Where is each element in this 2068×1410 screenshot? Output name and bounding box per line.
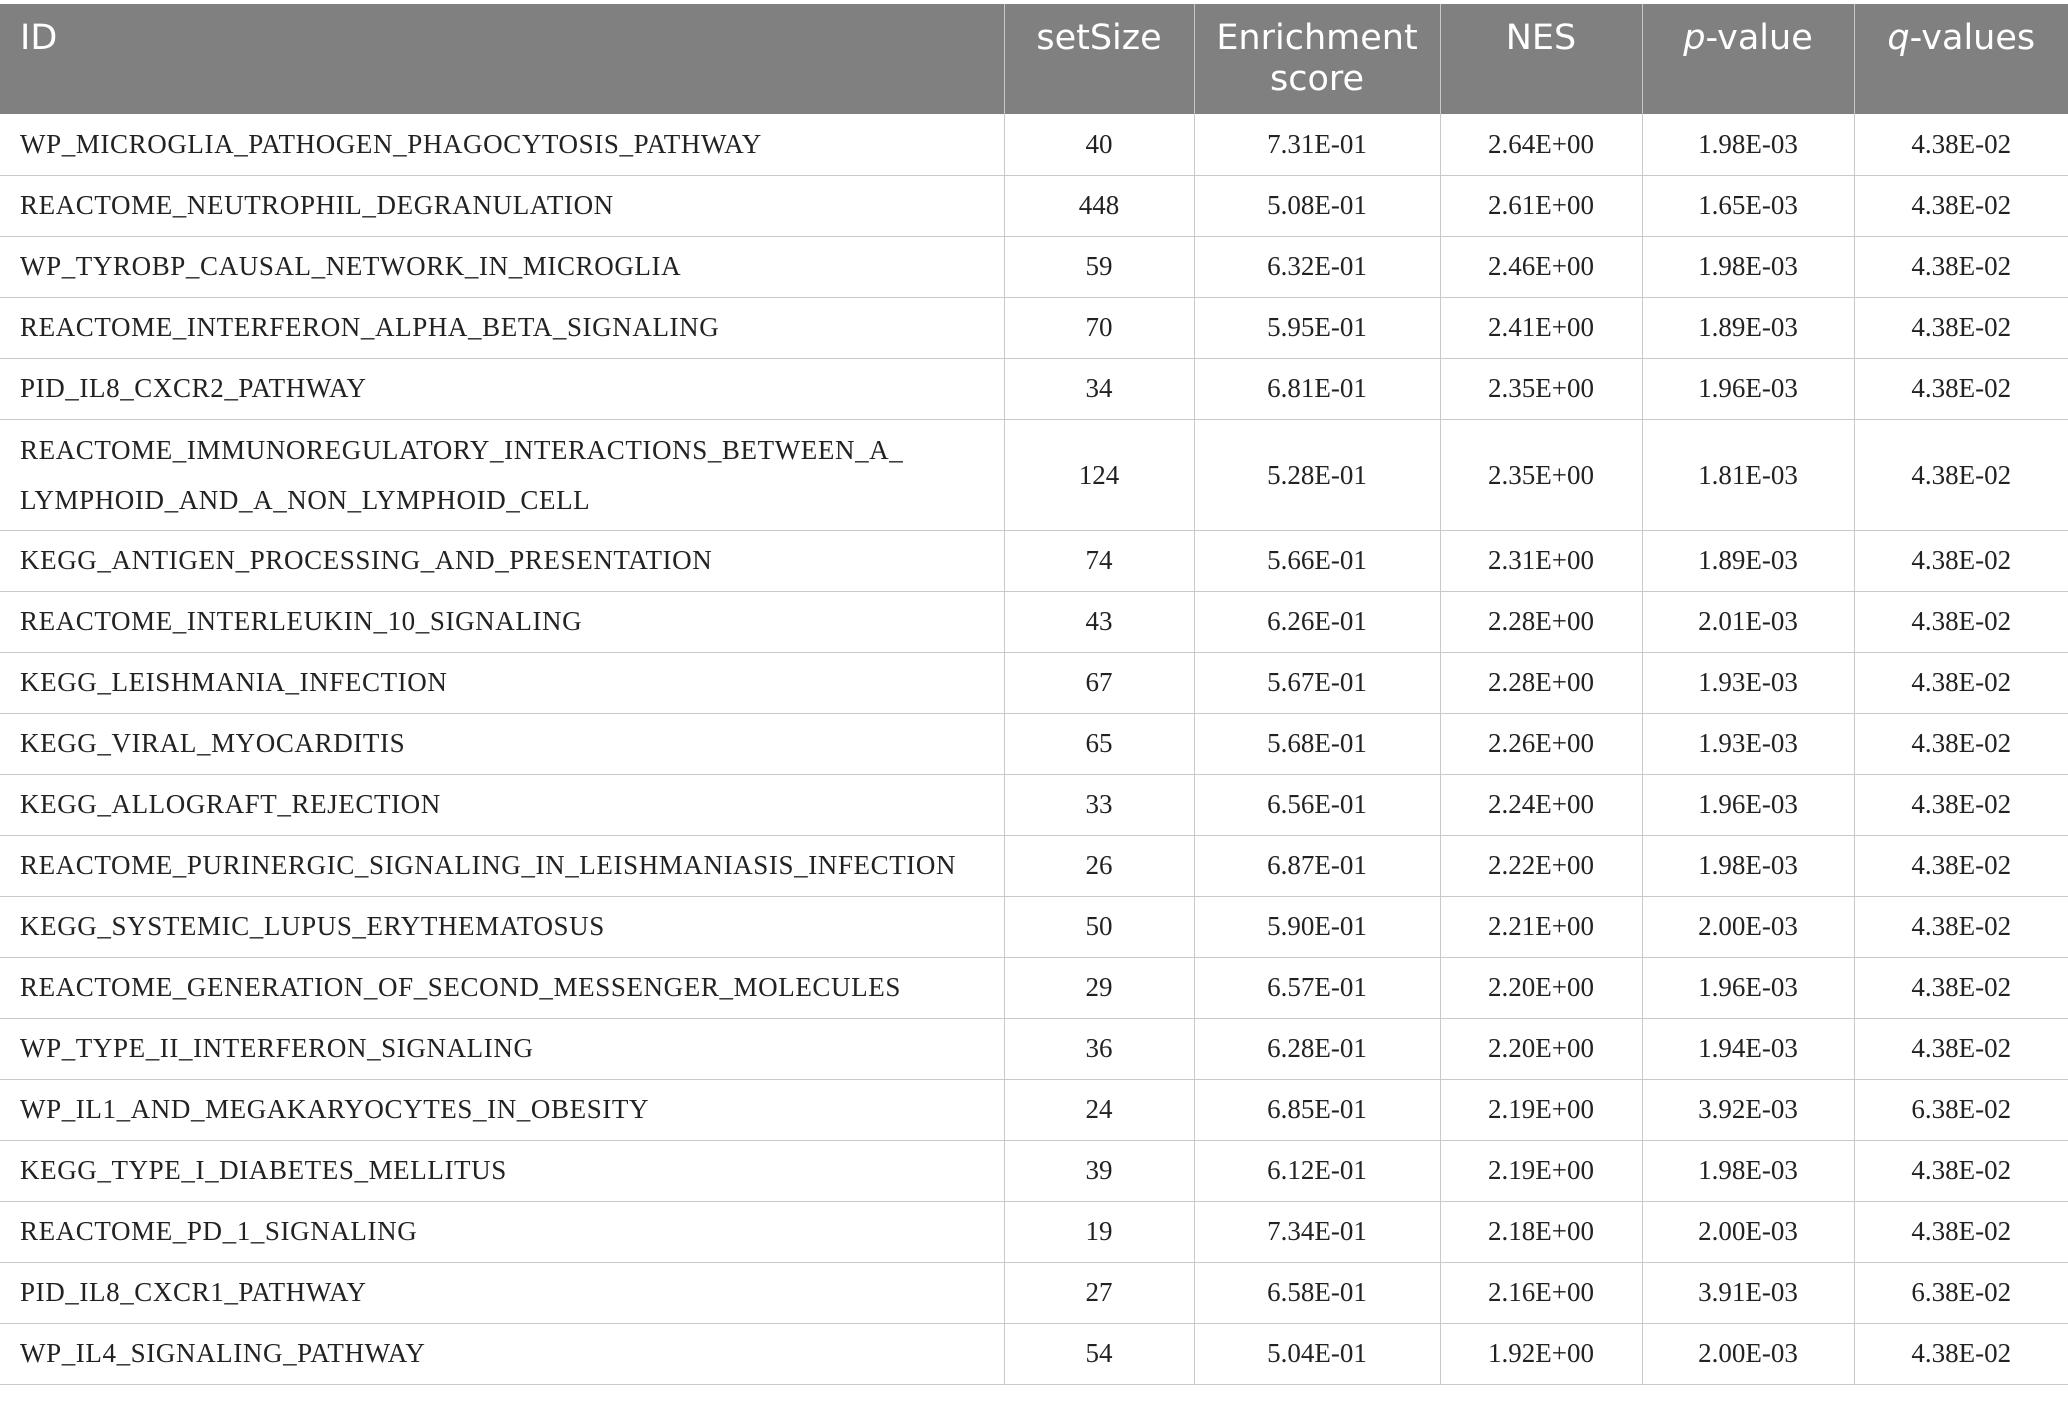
cell-id: KEGG_TYPE_I_DIABETES_MELLITUS [0, 1140, 1004, 1201]
cell-enrichment-score: 6.32E-01 [1194, 236, 1440, 297]
cell-nes: 1.92E+00 [1440, 1323, 1642, 1384]
cell-p-value: 2.00E-03 [1642, 896, 1854, 957]
cell-nes: 2.28E+00 [1440, 652, 1642, 713]
cell-enrichment-score: 7.34E-01 [1194, 1201, 1440, 1262]
cell-p-value: 1.94E-03 [1642, 1018, 1854, 1079]
cell-q-value: 4.38E-02 [1854, 419, 2068, 530]
cell-nes: 2.35E+00 [1440, 419, 1642, 530]
header-enrichment-score-line2: score [1269, 59, 1365, 99]
cell-q-value: 4.38E-02 [1854, 358, 2068, 419]
cell-p-value: 1.93E-03 [1642, 652, 1854, 713]
cell-setsize: 43 [1004, 591, 1194, 652]
cell-enrichment-score: 6.87E-01 [1194, 835, 1440, 896]
cell-setsize: 26 [1004, 835, 1194, 896]
cell-p-value: 2.01E-03 [1642, 591, 1854, 652]
table-row [0, 530, 2068, 591]
cell-id: WP_TYPE_II_INTERFERON_SIGNALING [0, 1018, 1004, 1079]
cell-p-value: 1.98E-03 [1642, 236, 1854, 297]
cell-p-value: 1.96E-03 [1642, 957, 1854, 1018]
cell-p-value: 1.65E-03 [1642, 175, 1854, 236]
cell-id: WP_MICROGLIA_PATHOGEN_PHAGOCYTOSIS_PATHWAY [0, 114, 1004, 175]
table-row [0, 591, 2068, 652]
cell-q-value: 4.38E-02 [1854, 713, 2068, 774]
table-row [0, 1323, 2068, 1384]
cell-p-value: 2.00E-03 [1642, 1201, 1854, 1262]
cell-p-value: 1.98E-03 [1642, 114, 1854, 175]
table-row [0, 1262, 2068, 1323]
cell-nes: 2.61E+00 [1440, 175, 1642, 236]
cell-id [0, 419, 1004, 530]
cell-id: REACTOME_INTERLEUKIN_10_SIGNALING [0, 591, 1004, 652]
cell-enrichment-score: 6.28E-01 [1194, 1018, 1440, 1079]
cell-p-value: 1.93E-03 [1642, 713, 1854, 774]
cell-setsize: 70 [1004, 297, 1194, 358]
cell-nes: 2.41E+00 [1440, 297, 1642, 358]
cell-p-value: 1.98E-03 [1642, 1140, 1854, 1201]
cell-setsize: 54 [1004, 1323, 1194, 1384]
header-nes: NES [1440, 4, 1642, 114]
cell-enrichment-score: 5.08E-01 [1194, 175, 1440, 236]
cell-nes: 2.46E+00 [1440, 236, 1642, 297]
table-row [0, 774, 2068, 835]
cell-enrichment-score: 5.90E-01 [1194, 896, 1440, 957]
cell-p-value: 2.00E-03 [1642, 1323, 1854, 1384]
cell-q-value: 4.38E-02 [1854, 236, 2068, 297]
cell-q-value: 6.38E-02 [1854, 1079, 2068, 1140]
cell-p-value: 1.89E-03 [1642, 297, 1854, 358]
cell-enrichment-score: 6.57E-01 [1194, 957, 1440, 1018]
cell-q-value: 4.38E-02 [1854, 1018, 2068, 1079]
cell-setsize: 50 [1004, 896, 1194, 957]
header-p-italic: p [1683, 18, 1706, 58]
cell-setsize: 448 [1004, 175, 1194, 236]
table-header [0, 4, 2068, 114]
cell-setsize: 59 [1004, 236, 1194, 297]
header-p-rest: -value [1705, 18, 1813, 58]
cell-nes: 2.19E+00 [1440, 1079, 1642, 1140]
cell-p-value: 3.92E-03 [1642, 1079, 1854, 1140]
cell-q-value: 4.38E-02 [1854, 114, 2068, 175]
cell-id: PID_IL8_CXCR1_PATHWAY [0, 1262, 1004, 1323]
cell-q-value: 4.38E-02 [1854, 1323, 2068, 1384]
cell-enrichment-score: 5.67E-01 [1194, 652, 1440, 713]
table-row [0, 175, 2068, 236]
cell-q-value: 4.38E-02 [1854, 175, 2068, 236]
cell-id-line1: REACTOME_IMMUNOREGULATORY_INTERACTIONS_BETWEEN_A_ [20, 434, 904, 465]
table-row [0, 419, 2068, 530]
cell-q-value: 4.38E-02 [1854, 1140, 2068, 1201]
table-row [0, 1201, 2068, 1262]
table-row [0, 896, 2068, 957]
header-id: ID [0, 4, 1004, 114]
cell-id: KEGG_VIRAL_MYOCARDITIS [0, 713, 1004, 774]
cell-p-value: 1.98E-03 [1642, 835, 1854, 896]
cell-nes: 2.64E+00 [1440, 114, 1642, 175]
cell-setsize: 24 [1004, 1079, 1194, 1140]
enrichment-table-container [0, 4, 2068, 1385]
cell-q-value: 4.38E-02 [1854, 1201, 2068, 1262]
cell-setsize: 39 [1004, 1140, 1194, 1201]
cell-enrichment-score: 5.95E-01 [1194, 297, 1440, 358]
table-row [0, 1018, 2068, 1079]
cell-setsize: 27 [1004, 1262, 1194, 1323]
table-row [0, 1140, 2068, 1201]
cell-nes: 2.20E+00 [1440, 957, 1642, 1018]
cell-id: KEGG_LEISHMANIA_INFECTION [0, 652, 1004, 713]
cell-id: REACTOME_NEUTROPHIL_DEGRANULATION [0, 175, 1004, 236]
cell-nes: 2.24E+00 [1440, 774, 1642, 835]
table-row [0, 114, 2068, 175]
cell-nes: 2.19E+00 [1440, 1140, 1642, 1201]
cell-setsize: 74 [1004, 530, 1194, 591]
cell-enrichment-score: 6.56E-01 [1194, 774, 1440, 835]
header-p-value [1642, 4, 1854, 114]
table-row [0, 1079, 2068, 1140]
cell-setsize: 67 [1004, 652, 1194, 713]
table-row [0, 713, 2068, 774]
table-row [0, 957, 2068, 1018]
cell-q-value: 4.38E-02 [1854, 530, 2068, 591]
cell-nes: 2.18E+00 [1440, 1201, 1642, 1262]
table-row [0, 358, 2068, 419]
enrichment-table [0, 4, 2068, 1385]
cell-id: REACTOME_GENERATION_OF_SECOND_MESSENGER_MOLECULES [0, 957, 1004, 1018]
cell-nes: 2.35E+00 [1440, 358, 1642, 419]
cell-nes: 2.28E+00 [1440, 591, 1642, 652]
header-setsize: setSize [1004, 4, 1194, 114]
cell-setsize: 65 [1004, 713, 1194, 774]
header-enrichment-score [1194, 4, 1440, 114]
cell-enrichment-score: 6.12E-01 [1194, 1140, 1440, 1201]
cell-enrichment-score: 6.85E-01 [1194, 1079, 1440, 1140]
cell-nes: 2.20E+00 [1440, 1018, 1642, 1079]
cell-p-value: 1.96E-03 [1642, 774, 1854, 835]
header-q-rest: -values [1909, 18, 2036, 58]
cell-id: REACTOME_PURINERGIC_SIGNALING_IN_LEISHMANIASIS_INFECTION [0, 835, 1004, 896]
cell-q-value: 4.38E-02 [1854, 297, 2068, 358]
cell-setsize: 29 [1004, 957, 1194, 1018]
cell-p-value: 3.91E-03 [1642, 1262, 1854, 1323]
cell-setsize: 33 [1004, 774, 1194, 835]
header-q-values [1854, 4, 2068, 114]
cell-enrichment-score: 6.26E-01 [1194, 591, 1440, 652]
cell-enrichment-score: 5.68E-01 [1194, 713, 1440, 774]
cell-setsize: 124 [1004, 419, 1194, 530]
cell-nes: 2.31E+00 [1440, 530, 1642, 591]
table-row [0, 835, 2068, 896]
cell-setsize: 34 [1004, 358, 1194, 419]
cell-id: WP_IL1_AND_MEGAKARYOCYTES_IN_OBESITY [0, 1079, 1004, 1140]
header-row [0, 4, 2068, 114]
cell-p-value: 1.89E-03 [1642, 530, 1854, 591]
cell-q-value: 4.38E-02 [1854, 774, 2068, 835]
cell-id: KEGG_ALLOGRAFT_REJECTION [0, 774, 1004, 835]
table-body [0, 114, 2068, 1384]
cell-id: WP_TYROBP_CAUSAL_NETWORK_IN_MICROGLIA [0, 236, 1004, 297]
cell-q-value: 4.38E-02 [1854, 652, 2068, 713]
cell-nes: 2.16E+00 [1440, 1262, 1642, 1323]
header-q-italic: q [1887, 18, 1910, 58]
cell-enrichment-score: 5.66E-01 [1194, 530, 1440, 591]
cell-nes: 2.26E+00 [1440, 713, 1642, 774]
cell-id: REACTOME_INTERFERON_ALPHA_BETA_SIGNALING [0, 297, 1004, 358]
cell-nes: 2.21E+00 [1440, 896, 1642, 957]
header-enrichment-score-line1: Enrichment [1216, 18, 1418, 58]
cell-enrichment-score: 6.81E-01 [1194, 358, 1440, 419]
cell-id: REACTOME_PD_1_SIGNALING [0, 1201, 1004, 1262]
cell-id: WP_IL4_SIGNALING_PATHWAY [0, 1323, 1004, 1384]
cell-p-value: 1.96E-03 [1642, 358, 1854, 419]
cell-nes: 2.22E+00 [1440, 835, 1642, 896]
table-row [0, 236, 2068, 297]
cell-enrichment-score: 6.58E-01 [1194, 1262, 1440, 1323]
cell-q-value: 4.38E-02 [1854, 591, 2068, 652]
cell-id-line2: LYMPHOID_AND_A_NON_LYMPHOID_CELL [20, 484, 591, 515]
cell-id: KEGG_SYSTEMIC_LUPUS_ERYTHEMATOSUS [0, 896, 1004, 957]
cell-q-value: 6.38E-02 [1854, 1262, 2068, 1323]
cell-enrichment-score: 5.28E-01 [1194, 419, 1440, 530]
cell-enrichment-score: 5.04E-01 [1194, 1323, 1440, 1384]
cell-setsize: 19 [1004, 1201, 1194, 1262]
cell-id: KEGG_ANTIGEN_PROCESSING_AND_PRESENTATION [0, 530, 1004, 591]
cell-p-value: 1.81E-03 [1642, 419, 1854, 530]
cell-q-value: 4.38E-02 [1854, 957, 2068, 1018]
table-row [0, 297, 2068, 358]
cell-setsize: 40 [1004, 114, 1194, 175]
table-row [0, 652, 2068, 713]
cell-q-value: 4.38E-02 [1854, 896, 2068, 957]
cell-enrichment-score: 7.31E-01 [1194, 114, 1440, 175]
cell-id: PID_IL8_CXCR2_PATHWAY [0, 358, 1004, 419]
cell-setsize: 36 [1004, 1018, 1194, 1079]
cell-q-value: 4.38E-02 [1854, 835, 2068, 896]
